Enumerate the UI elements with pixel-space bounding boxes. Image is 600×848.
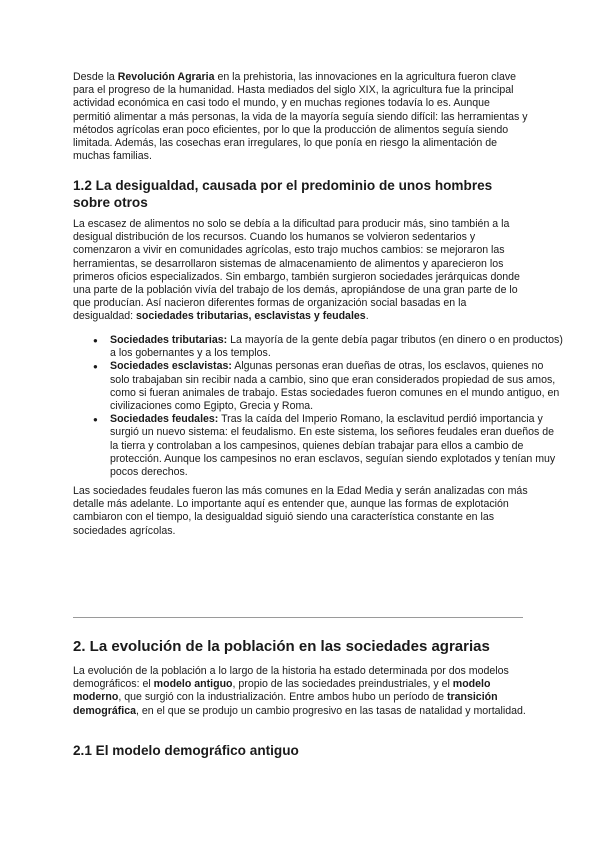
paragraph-evolucion-poblacion: La evolución de la población a lo largo de la historia ha estado determinada por dos modelos demográficos: el modelo antiguo, propio de las sociedades preindustriales, y el modelo moderno, que surgió con la industrialización. Entre ambos hubo un período de transición demográfica, en el que se produjo un cambio progresivo en las tasas de natalidad y mortalidad. [73,665,526,717]
list-item [110,334,565,360]
list-item [110,413,565,479]
section-heading-2-1: 2.1 El modelo demográfico antiguo [73,743,299,758]
bold-term: Revolución Agraria [117,71,215,83]
bold-term: modelo moderno [73,678,491,704]
paragraph-sociedades-feudales: Las sociedades feudales fueron las más comunes en la Edad Media y serán analizadas con más detalle más adelante. Lo importante aquí es entender que, aunque las formas de explotación cambiaron con el tiempo, la desigualdad siguió siendo una característica constante en las sociedades agrícolas. [73,485,528,537]
list-item-text: Tras la caída del Imperio Romano, la esclavitud perdió importancia y surgió un nuevo sistema: el feudalismo. En este sistema, los señores feudales eran dueños de la tierra y controlaban a los campesinos, quienes debían trabajar para ellos a cambio de protección. Aunque los campesinos no eran esclavos, seguían siendo explotados y tenían muy pocos derechos. [110,413,556,479]
list-item-term: Sociedades feudales: [110,413,219,426]
bold-term: transición demográfica [73,691,498,717]
section-divider [73,617,523,618]
list-item-term: Sociedades tributarias: [110,334,228,346]
societies-list [73,334,565,479]
list-item-text: Algunas personas eran dueñas de otras, los esclavos, quienes no solo trabajaban sin recibir nada a cambio, sino que eran considerados propiedad de sus amos, como si fueran animales de trabajo. Estas sociedades fueron comunes en el mundo antiguo, en civilizaciones como Egipto, Grecia y Roma. [110,360,560,413]
bold-term: modelo antiguo [153,678,233,691]
paragraph-desigualdad: La escasez de alimentos no solo se debía a la dificultad para producir más, sino también a la desigual distribución de los recursos. Cuando los humanos se volvieron sedentarios y comenzaron a vivir en comunidades agrícolas, esto trajo muchos cambios: se mejoraron las herramientas, se desarrollaron sistemas de almacenamiento de alimentos y aparecieron los primeros oficios especializados. Sin embargo, también surgieron sociedades jerárquicas donde una parte de la población vivía del trabajo de los demás, apropiándose de una gran parte de lo que producían. Así nacieron diferentes formas de organización social basadas en la desigualdad: sociedades tributarias, esclavistas y feudales. [73,218,520,323]
list-item-text: La mayoría de la gente debía pagar tributos (en dinero o en productos) a los gobernantes y a los templos. [110,334,563,360]
list-item [110,360,565,413]
paragraph-revolucion-agraria: Desde la Revolución Agraria en la prehistoria, las innovaciones en la agricultura fueron clave para el progreso de la humanidad. Hasta mediados del siglo XIX, la agricultura fue la principal actividad económica en casi todo el mundo, y en muchas regiones todavía lo es. Aunque permitió alimentar a más personas, la vida de la mayoría seguía siendo difícil: las herramientas y métodos agrícolas eran poco eficientes, por lo que la producción de alimentos seguía siendo limitada. Además, las cosechas eran irregulares, lo que ponía en riesgo la alimentación de muchas familias. [73,71,528,163]
section-heading-1-2: 1.2 La desigualdad, causada por el predominio de unos hombres sobre otros [73,178,493,210]
section-heading-2: 2. La evolución de la población en las sociedades agrarias [73,638,490,655]
list-item-term: Sociedades esclavistas: [110,360,232,373]
bold-term: sociedades tributarias, esclavistas y feudales [136,310,366,323]
